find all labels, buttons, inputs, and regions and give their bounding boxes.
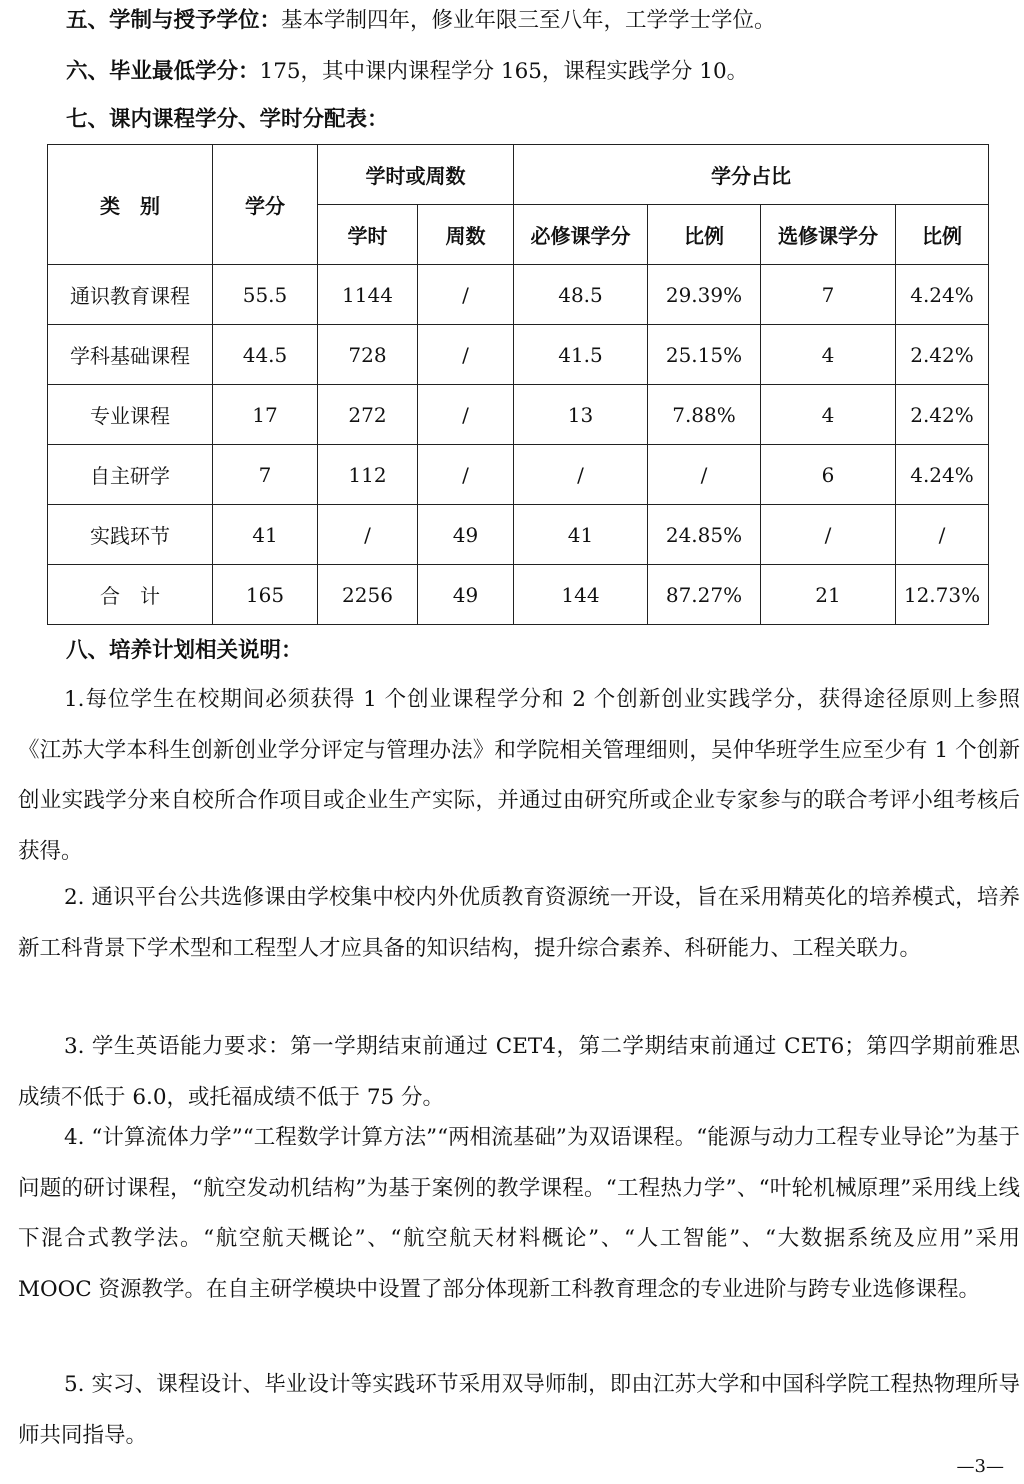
table-cell: 12.73%: [896, 565, 989, 625]
table-cell: 48.5: [514, 265, 648, 325]
table-row: [48, 385, 989, 445]
header-elective-ratio: 比例: [896, 205, 989, 265]
note-4: 4. “计算流体力学”“工程数学计算方法”“两相流基础”为双语课程。“能源与动力工程专业导论”为基于问题的研讨课程，“航空发动机结构”为基于案例的教学课程。“工程热力学”、“叶轮机械原理”采用线上线下混合式教学法。“航空航天概论”、“航空航天材料概论”、“人工智能”、“大数据系统及应用”采用 MOOC 资源教学。在自主研学模块中设置了部分体现新工科教育理念的专业进阶与跨专业选修课程。: [18, 1125, 1020, 1302]
header-weeks: 周数: [418, 205, 514, 265]
section-6-heading: 六、毕业最低学分：: [66, 59, 260, 84]
table-cell: 专业课程: [48, 385, 213, 445]
note-2: 2. 通识平台公共选修课由学校集中校内外优质教育资源统一开设，旨在采用精英化的培养模式，培养新工科背景下学术型和工程型人才应具备的知识结构，提升综合素养、科研能力、工程关联力。: [18, 885, 1020, 961]
page-number: —3—: [956, 1456, 1004, 1477]
table-header-row-1: [48, 145, 989, 205]
header-elective-credits: 选修课学分: [761, 205, 896, 265]
table-row: [48, 265, 989, 325]
table-cell: 实践环节: [48, 505, 213, 565]
table-cell: 272: [318, 385, 418, 445]
table-cell: 25.15%: [648, 325, 761, 385]
section-6: [66, 57, 748, 87]
table-cell: 2.42%: [896, 325, 989, 385]
table-cell: 41: [514, 505, 648, 565]
section-5-text: 基本学制四年，修业年限三至八年，工学学士学位。: [281, 8, 776, 33]
table-cell: 7.88%: [648, 385, 761, 445]
table-cell: 49: [418, 505, 514, 565]
table-cell: 29.39%: [648, 265, 761, 325]
table-cell: 自主研学: [48, 445, 213, 505]
table-row: [48, 325, 989, 385]
table-cell: 1144: [318, 265, 418, 325]
table-cell: 49: [418, 565, 514, 625]
note-1: 1.每位学生在校期间必须获得 1 个创业课程学分和 2 个创新创业实践学分，获得途径原则上参照《江苏大学本科生创新创业学分评定与管理办法》和学院相关管理细则，吴仲华班学生应至少有 1 个创新创业实践学分来自校所合作项目或企业生产实际，并通过由研究所或企业专家参与的联合考评小组考核后获得。: [18, 687, 1020, 864]
table-cell: 7: [213, 445, 318, 505]
table-cell: 17: [213, 385, 318, 445]
table-cell: 6: [761, 445, 896, 505]
table-row: [48, 445, 989, 505]
header-hours-or-weeks: 学时或周数: [318, 145, 514, 205]
table-cell: 41.5: [514, 325, 648, 385]
table-cell: 41: [213, 505, 318, 565]
table-cell: 24.85%: [648, 505, 761, 565]
credit-hours-table: [47, 144, 989, 625]
table-cell: 21: [761, 565, 896, 625]
section-5-heading: 五、学制与授予学位：: [66, 8, 282, 33]
table-cell: /: [418, 265, 514, 325]
table-cell: 学科基础课程: [48, 325, 213, 385]
table-cell: 4: [761, 325, 896, 385]
section-7: [66, 105, 389, 135]
table-cell: 112: [318, 445, 418, 505]
table-cell: 2256: [318, 565, 418, 625]
header-hours: 学时: [318, 205, 418, 265]
note-3: 3. 学生英语能力要求：第一学期结束前通过 CET4，第二学期结束前通过 CET6；第四学期前雅思成绩不低于 6.0，或托福成绩不低于 75 分。: [18, 1034, 1020, 1110]
section-6-text: 175，其中课内课程学分 165，课程实践学分 10。: [259, 59, 749, 84]
table-cell: /: [896, 505, 989, 565]
table-cell: 合 计: [48, 565, 213, 625]
section-8: [66, 636, 303, 666]
header-required-credits: 必修课学分: [514, 205, 648, 265]
table-cell: 2.42%: [896, 385, 989, 445]
header-credits: 学分: [213, 145, 318, 265]
header-credit-ratio: 学分占比: [514, 145, 989, 205]
table-cell: /: [418, 325, 514, 385]
table-cell: 165: [213, 565, 318, 625]
section-8-heading: 八、培养计划相关说明：: [66, 638, 303, 663]
table-row: [48, 505, 989, 565]
table-cell: /: [418, 385, 514, 445]
table-cell: 4.24%: [896, 445, 989, 505]
table-cell: /: [761, 505, 896, 565]
table-cell: /: [318, 505, 418, 565]
table-cell: 4.24%: [896, 265, 989, 325]
table-cell: 144: [514, 565, 648, 625]
table-cell: 87.27%: [648, 565, 761, 625]
table-cell: 7: [761, 265, 896, 325]
table-cell: 728: [318, 325, 418, 385]
section-7-heading: 七、课内课程学分、学时分配表：: [66, 107, 389, 132]
header-category: 类 别: [48, 145, 213, 265]
table-cell: /: [648, 445, 761, 505]
table-cell: 13: [514, 385, 648, 445]
section-5: [66, 6, 776, 36]
table-cell: 55.5: [213, 265, 318, 325]
note-5: 5. 实习、课程设计、毕业设计等实践环节采用双导师制，即由江苏大学和中国科学院工程热物理所导师共同指导。: [18, 1372, 1020, 1448]
table-body: [48, 265, 989, 625]
table-row: [48, 565, 989, 625]
table-cell: 通识教育课程: [48, 265, 213, 325]
table-cell: 4: [761, 385, 896, 445]
header-required-ratio: 比例: [648, 205, 761, 265]
table-cell: /: [418, 445, 514, 505]
table-cell: /: [514, 445, 648, 505]
table-cell: 44.5: [213, 325, 318, 385]
